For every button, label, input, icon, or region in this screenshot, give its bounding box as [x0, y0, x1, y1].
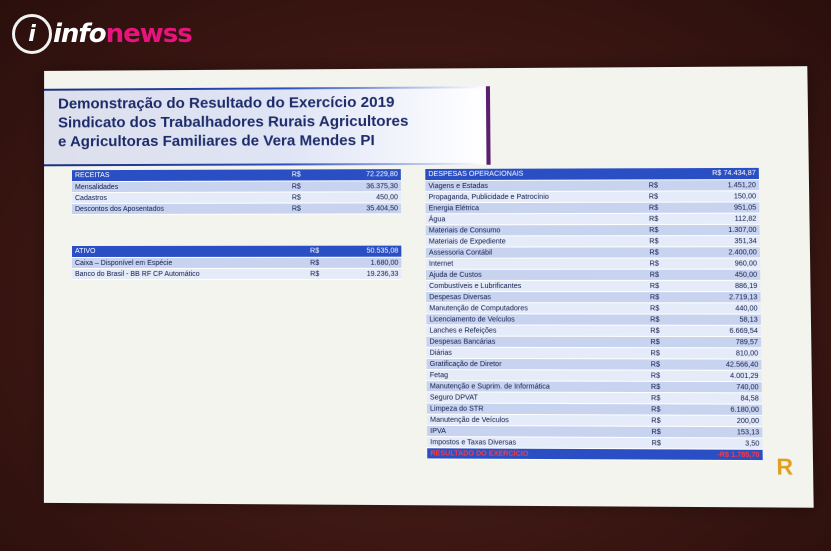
row-value: 58,13: [674, 314, 761, 325]
row-cur: R$: [647, 269, 674, 280]
row-value: 200,00: [675, 415, 762, 427]
row-cur: R$: [648, 415, 675, 426]
row-value: 42.566,40: [675, 359, 762, 370]
row-label: Banco do Brasil - BB RF CP Automático: [72, 268, 307, 279]
row-label: Despesas Bancárias: [426, 336, 647, 348]
row-value: 886,19: [674, 280, 761, 291]
row-cur: R$: [646, 213, 673, 224]
table-row: [426, 224, 760, 236]
row-value: 1.451,20: [672, 180, 759, 191]
row-cur: R$: [289, 181, 315, 192]
row-cur: R$: [646, 247, 673, 258]
logo-info-text: info: [53, 19, 106, 49]
receitas-header-cur: R$: [289, 169, 315, 181]
row-value: 450,00: [315, 192, 401, 203]
row-value: 951,05: [673, 202, 760, 213]
row-label: Licenciamento de Veículos: [426, 314, 647, 325]
row-cur: R$: [646, 202, 673, 213]
table-row: [425, 202, 759, 214]
row-cur: R$: [646, 224, 673, 235]
logo-newss-text: newss: [105, 19, 192, 49]
row-cur: R$: [307, 257, 333, 268]
ativo-header-cur: R$: [307, 246, 333, 258]
table-row: [426, 280, 760, 291]
resultado-label: RESULTADO DO EXERCÍCIO: [427, 448, 648, 460]
row-value: 150,00: [673, 191, 760, 202]
resultado-spacer: [649, 449, 676, 460]
row-label: Diárias: [426, 347, 647, 359]
ativo-header: [72, 246, 401, 258]
logo-i-ring: [12, 14, 52, 54]
row-value: 112,82: [673, 213, 760, 224]
row-value: 1.680,00: [333, 257, 401, 268]
table-row: [427, 358, 762, 370]
row-label: Manutenção de Computadores: [426, 303, 647, 314]
row-cur: R$: [647, 303, 674, 314]
table-row: [72, 203, 401, 215]
corner-r-logo: R: [776, 454, 794, 480]
row-value: 3,50: [675, 438, 762, 450]
despesas-header-value: R$ 74.434,87: [672, 168, 759, 180]
row-value: 19.236,33: [334, 268, 402, 279]
row-label: Viagens e Estadas: [425, 180, 645, 192]
table-row: [427, 370, 762, 382]
receitas-header-value: 72.229,80: [315, 169, 401, 181]
row-cur: R$: [307, 268, 333, 279]
row-value: 440,00: [674, 303, 761, 314]
row-label: Lanches e Refeições: [426, 325, 647, 336]
row-cur: R$: [646, 180, 673, 191]
row-cur: R$: [646, 191, 673, 202]
row-cur: R$: [648, 438, 675, 449]
row-label: Limpeza do STR: [427, 403, 648, 415]
row-label: Fetag: [427, 370, 648, 382]
despesas-header-spacer: [645, 168, 672, 180]
row-cur: R$: [648, 381, 675, 392]
ativo-header-value: 50.535,08: [333, 246, 401, 258]
table-row: [426, 314, 761, 326]
table-row: [426, 325, 761, 337]
title-line-3: e Agricultoras Familiares de Vera Mendes PI: [58, 132, 375, 151]
title-line-2: Sindicato dos Trabalhadores Rurais Agricultores: [58, 112, 409, 132]
row-label: Combustíveis e Lubrificantes: [426, 280, 647, 291]
logo-i: i: [28, 21, 36, 47]
row-value: 35.404,50: [315, 203, 401, 214]
table-row: [426, 213, 760, 225]
despesas-header: [425, 168, 759, 181]
table-row: [72, 268, 402, 279]
row-label: Materiais de Expediente: [426, 236, 647, 247]
table-row: [72, 257, 401, 268]
row-value: 153,13: [675, 426, 762, 438]
row-label: Impostos e Taxas Diversas: [427, 437, 648, 449]
row-cur: R$: [648, 359, 675, 370]
row-cur: R$: [647, 325, 674, 336]
row-value: 740,00: [675, 381, 762, 393]
row-cur: R$: [647, 314, 674, 325]
row-cur: R$: [646, 258, 673, 269]
row-cur: R$: [648, 426, 675, 437]
row-label: Gratificação de Diretor: [427, 358, 648, 370]
row-value: 4.001,29: [675, 370, 762, 381]
table-row: [426, 292, 761, 303]
row-value: 6.180,00: [675, 404, 762, 416]
row-label: Internet: [426, 258, 647, 269]
table-row: [426, 269, 760, 280]
row-label: Despesas Diversas: [426, 292, 647, 303]
receitas-table: [72, 169, 401, 215]
row-cur: R$: [647, 280, 674, 291]
row-value: 6.669,54: [674, 325, 761, 336]
row-cur: R$: [647, 348, 674, 359]
row-label: Ajuda de Custos: [426, 269, 647, 280]
ativo-header-label: ATIVO: [72, 246, 307, 258]
row-cur: R$: [647, 292, 674, 303]
row-label: Mensalidades: [72, 181, 289, 193]
table-row: [426, 236, 760, 248]
table-row: [426, 336, 761, 348]
row-value: 2.719,13: [674, 292, 761, 303]
table-row: [426, 303, 761, 314]
row-label: Manutenção de Veículos: [427, 414, 648, 426]
infonewss-logo: [12, 14, 192, 54]
row-label: IPVA: [427, 425, 648, 437]
table-row: [426, 347, 761, 359]
slide-title: [58, 92, 482, 151]
table-row: [426, 247, 760, 258]
despesas-header-label: DESPESAS OPERACIONAIS: [425, 168, 645, 180]
row-label: Assessoria Contábil: [426, 247, 647, 258]
row-label: Energia Elétrica: [425, 202, 645, 214]
row-value: 789,57: [674, 336, 761, 347]
row-label: Materiais de Consumo: [426, 225, 647, 236]
resultado-row: [427, 448, 763, 461]
row-label: Propaganda, Publicidade e Patrocínio: [425, 191, 645, 203]
title-banner: [44, 86, 491, 166]
row-value: 351,34: [673, 236, 760, 247]
row-cur: R$: [289, 203, 315, 214]
row-label: Água: [426, 213, 646, 225]
row-value: 960,00: [673, 258, 760, 269]
row-cur: R$: [648, 404, 675, 415]
row-label: Manutenção e Suprim. de Informática: [427, 381, 648, 393]
table-row: [425, 191, 759, 203]
table-row: [425, 180, 759, 192]
row-label: Seguro DPVAT: [427, 392, 648, 404]
ativo-table: [72, 246, 402, 280]
projected-slide: [44, 66, 814, 508]
row-cur: R$: [647, 336, 674, 347]
table-row: [426, 258, 760, 269]
row-value: 2.400,00: [673, 247, 760, 258]
row-value: 810,00: [674, 348, 761, 359]
row-cur: R$: [648, 370, 675, 381]
row-label: Caixa – Disponível em Espécie: [72, 257, 307, 268]
row-value: 1.307,00: [673, 224, 760, 235]
row-value: 36.375,30: [315, 181, 401, 192]
row-cur: R$: [648, 393, 675, 404]
title-line-1: Demonstração do Resultado do Exercício 2019: [58, 93, 395, 113]
row-cur: R$: [289, 192, 315, 203]
receitas-header: [72, 169, 401, 182]
row-label: Cadastros: [72, 192, 289, 204]
resultado-value: -R$ 1.785,70: [676, 449, 763, 461]
row-value: 450,00: [673, 269, 760, 280]
despesas-table: [425, 168, 762, 461]
row-cur: R$: [646, 236, 673, 247]
table-row: [72, 181, 401, 193]
row-value: 84,58: [675, 393, 762, 405]
receitas-header-label: RECEITAS: [72, 169, 289, 181]
row-label: Descontos dos Aposentados: [72, 203, 289, 214]
table-row: [72, 192, 401, 204]
